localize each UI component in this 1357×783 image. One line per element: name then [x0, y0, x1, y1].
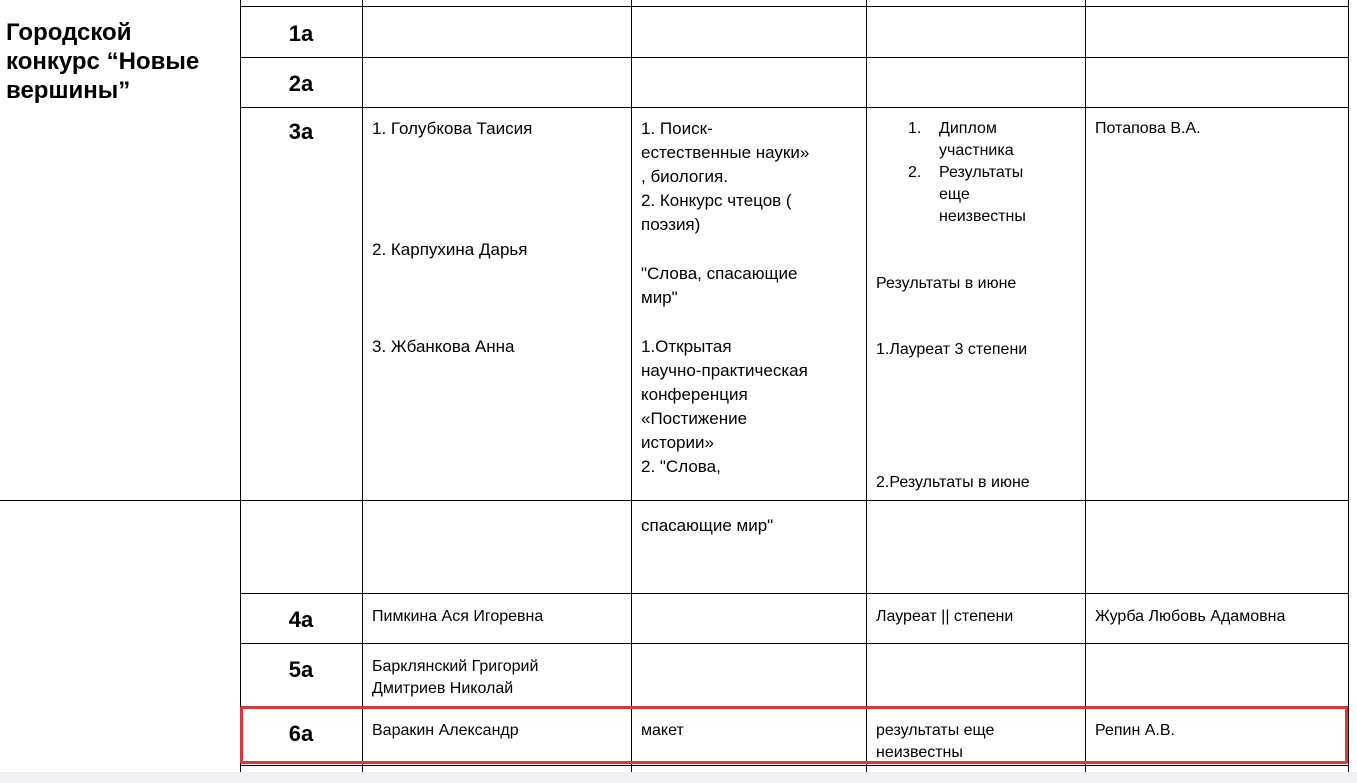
result-text: 1.Лауреат 3 степени — [876, 341, 1028, 358]
grid-line — [631, 0, 632, 501]
student-name: Дмитриев Николай — [372, 680, 514, 697]
event-line: 1. Поиск- — [641, 119, 713, 138]
grid-line — [240, 643, 1349, 644]
student-name: 2. Карпухина Дарья — [372, 240, 528, 259]
event-line: 2. "Слова, — [641, 457, 721, 476]
event-line: конференция — [641, 385, 748, 404]
class-cell-4a: 4а — [288, 607, 314, 632]
event-line: «Постижение — [641, 409, 748, 428]
grid-line — [1348, 0, 1349, 501]
result-line: неизвестны — [939, 208, 1026, 225]
grid-line — [1348, 501, 1349, 773]
result-text: Результаты в июне — [876, 275, 1017, 292]
student-list — [372, 656, 538, 700]
event-block — [641, 117, 809, 237]
class-cell-5a: 5а — [288, 657, 314, 682]
grid-line — [240, 57, 1349, 58]
grid-line — [240, 593, 1349, 594]
student-name: Пимкина Ася Игоревна — [372, 608, 544, 625]
result-line: участника — [939, 142, 1014, 159]
result-line: Результаты — [939, 164, 1024, 181]
result-text: Лауреат || степени — [876, 608, 1014, 625]
results-list-item — [905, 162, 1026, 228]
teacher-name: Потапова В.А. — [1095, 120, 1201, 137]
competition-title — [6, 18, 199, 105]
class-cell-1a: 1а — [288, 21, 314, 46]
student-name: Варакин Александр — [372, 722, 519, 739]
grid-line — [0, 500, 1349, 501]
grid-line — [362, 0, 363, 501]
results-list-item — [905, 118, 1026, 162]
page-bottom-strip — [0, 772, 1357, 783]
student-name: 1. Голубкова Таисия — [372, 119, 533, 138]
event-line: , биология. — [641, 167, 728, 186]
event-line: естественные науки» — [641, 143, 810, 162]
event-block — [641, 262, 797, 310]
event-line: мир" — [641, 288, 678, 307]
event-text: макет — [641, 722, 684, 739]
teacher-name: Репин А.В. — [1095, 722, 1175, 739]
class-cell-6a: 6а — [288, 721, 314, 746]
event-line: научно-практическая — [641, 361, 808, 380]
event-line: истории» — [641, 433, 714, 452]
result-line: Диплом — [939, 120, 997, 137]
class-cell-3a: 3а — [288, 119, 314, 144]
grid-line — [240, 6, 1349, 7]
class-cell-2a: 2а — [288, 71, 314, 96]
grid-line — [240, 765, 1349, 766]
result-line: неизвестны — [876, 744, 963, 761]
event-block — [641, 335, 808, 479]
student-name: 3. Жбанкова Анна — [372, 337, 515, 356]
event-line: 1.Открытая — [641, 337, 732, 356]
list-number: 1. — [908, 120, 922, 137]
results-list — [905, 118, 1026, 228]
grid-line — [866, 0, 867, 501]
event-line: спасающие мир" — [641, 516, 774, 535]
event-line: "Слова, спасающие — [641, 264, 798, 283]
list-number: 2. — [908, 164, 922, 181]
event-line: 2. Конкурс чтецов ( — [641, 191, 792, 210]
grid-line — [1085, 0, 1086, 501]
teacher-name: Журба Любовь Адамовна — [1095, 608, 1286, 625]
competition-title-line: вершины” — [6, 77, 131, 104]
competition-title-line: Городской — [6, 19, 132, 46]
student-name: Барклянский Григорий — [372, 658, 539, 675]
result-line: еще — [939, 186, 970, 203]
result-text: 2.Результаты в июне — [876, 474, 1030, 491]
result-line: результаты еще — [876, 722, 995, 739]
grid-line — [240, 107, 1349, 108]
competition-title-line: конкурс “Новые — [6, 48, 200, 75]
event-line: поэзия) — [641, 215, 701, 234]
row-highlight-6a — [240, 706, 1348, 764]
